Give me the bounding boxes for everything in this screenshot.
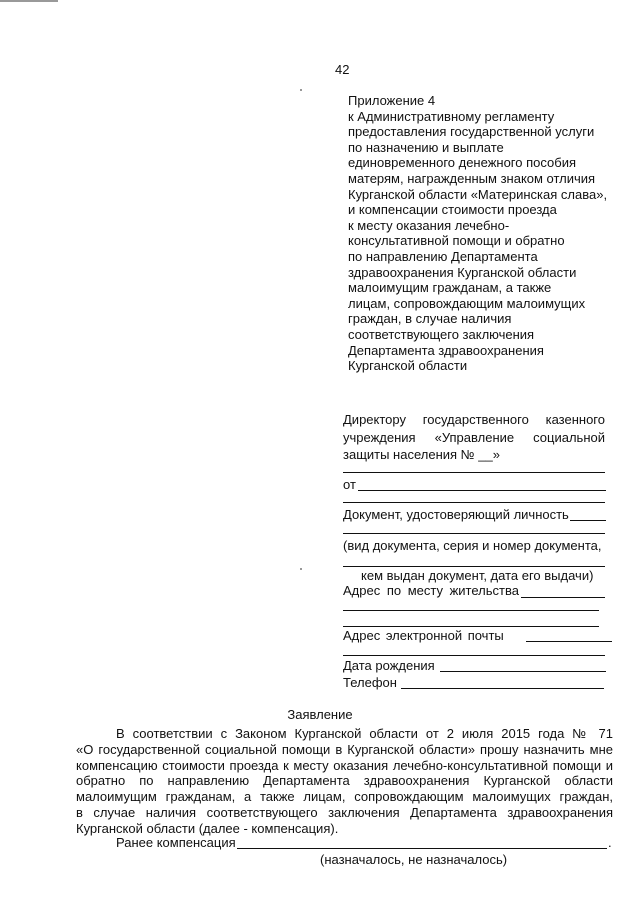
statement-title: Заявление xyxy=(287,707,353,722)
appendix-line: Курганской области «Материнская слава», xyxy=(348,186,608,202)
paragraph-line: в случае наличия соответствующего заключения Департамента здравоохранения xyxy=(76,804,613,820)
residence-field-extra-2[interactable] xyxy=(343,626,599,627)
appendix-line: и компенсации стоимости проезда xyxy=(348,202,557,218)
appendix-line: матерям, награжденным знаком отличия xyxy=(348,170,596,186)
id-document-label: Документ, удостоверяющий личность xyxy=(343,507,569,522)
appendix-line: соответствующего заключения xyxy=(348,326,535,342)
appendix-line: по направлению Департамента xyxy=(348,248,538,264)
addressee-blank-line[interactable] xyxy=(343,472,605,473)
id-document-field[interactable] xyxy=(570,520,606,521)
phone-label: Телефон xyxy=(343,675,397,690)
from-field[interactable] xyxy=(358,490,606,491)
birth-date-field[interactable] xyxy=(440,671,606,672)
email-field-extra[interactable] xyxy=(343,655,605,656)
appendix-line: Приложение 4 xyxy=(348,93,436,108)
appendix-line: Курганской области xyxy=(348,358,468,374)
id-document-field-extra[interactable] xyxy=(343,533,605,534)
id-document-hint: (вид документа, серия и номер документа, xyxy=(343,538,602,553)
paragraph-line: малоимущим гражданам, а также лицам, сопровождающим малоимущих граждан, xyxy=(76,789,613,805)
birth-date-label: Дата рождения xyxy=(343,658,435,673)
appendix-heading xyxy=(348,93,607,374)
from-field-extra[interactable] xyxy=(343,502,605,503)
statement-paragraph xyxy=(76,726,613,837)
appendix-line: к Административному регламенту xyxy=(348,108,555,124)
scan-speck xyxy=(300,89,302,91)
previous-compensation-period: . xyxy=(608,835,612,850)
page-number: 42 xyxy=(335,62,350,77)
email-field[interactable] xyxy=(526,641,612,642)
previous-compensation-hint: (назначалось, не назначалось) xyxy=(320,852,508,867)
scan-speck xyxy=(300,568,302,570)
appendix-line: единовременного денежного пособия xyxy=(348,155,576,171)
email-label: Адрес электронной почты xyxy=(343,628,504,643)
appendix-line: к месту оказания лечебно- xyxy=(348,217,510,233)
addressee-line-1: Директору государственного казенного xyxy=(343,412,605,427)
appendix-line: здравоохранения Курганской области xyxy=(348,264,577,280)
appendix-line: предоставления государственной услуги xyxy=(348,124,595,140)
addressee-line-2: учреждения «Управление социальной xyxy=(343,430,605,445)
appendix-line: консультативной помощи и обратно xyxy=(348,233,565,249)
from-label: от xyxy=(343,477,356,492)
residence-label: Адрес по месту жительства xyxy=(343,583,519,598)
addressee-line-3: защиты населения № __» xyxy=(343,447,500,462)
appendix-line: малоимущим гражданам, а также xyxy=(348,280,552,296)
issued-by-hint: кем выдан документ, дата его выдачи) xyxy=(361,568,594,583)
previous-compensation-label: Ранее компенсация xyxy=(116,835,236,850)
appendix-line: Департамента здравоохранения xyxy=(348,342,544,358)
appendix-line: граждан, в случае наличия xyxy=(348,311,512,327)
scan-edge-mark xyxy=(0,0,58,2)
paragraph-line: обратно по направлению Департамента здравоохранения Курганской области xyxy=(76,773,613,789)
paragraph-line: компенсацию стоимости проезда к месту оказания лечебно-консультативной помощи и xyxy=(76,757,613,773)
previous-compensation-field[interactable] xyxy=(237,848,607,849)
paragraph-line: Курганской области (далее - компенсация). xyxy=(76,820,339,836)
paragraph-line: «О государственной социальной помощи в Курганской области» прошу назначить мне xyxy=(76,741,613,757)
appendix-line: лицам, сопровождающим малоимущих xyxy=(348,295,586,311)
appendix-line: по назначению и выплате xyxy=(348,139,504,155)
id-document-details-field[interactable] xyxy=(343,566,605,567)
residence-field[interactable] xyxy=(521,597,605,598)
phone-field[interactable] xyxy=(401,688,604,689)
paragraph-line: В соответствии с Законом Курганской области от 2 июля 2015 года № 71 xyxy=(116,726,613,741)
residence-field-extra-1[interactable] xyxy=(343,610,599,611)
